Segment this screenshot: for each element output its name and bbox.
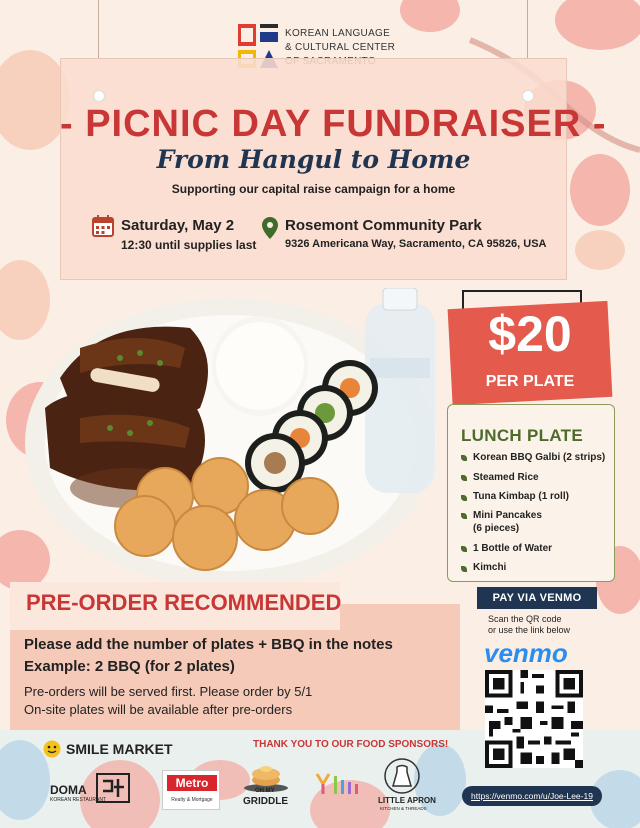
venmo-qr-code[interactable]	[485, 670, 583, 768]
menu-item-detail: (6 pieces)	[473, 523, 520, 534]
smiley-icon	[43, 740, 61, 758]
event-time: 12:30 until supplies last	[121, 238, 257, 252]
griddle-top-text: OH MY	[255, 788, 275, 794]
scan-instructions	[488, 614, 570, 636]
metro-logo	[162, 770, 220, 810]
leaf-bullet-icon	[461, 495, 467, 501]
menu-item: Tuna Kimbap (1 roll)	[473, 491, 569, 502]
little-apron-logo-icon	[384, 758, 420, 794]
organization-line-2: & CULTURAL CENTER	[285, 42, 396, 53]
menu-item: Mini Pancakes	[473, 510, 542, 521]
map-pin-icon	[262, 217, 278, 239]
menu-item: Steamed Rice	[473, 472, 539, 483]
leaf-bullet-icon	[461, 455, 467, 461]
metro-name: Metro	[167, 775, 217, 791]
event-tagline: Supporting our capital raise campaign for a home	[171, 182, 456, 196]
sponsors-thanks: THANK YOU TO OUR FOOD SPONSORS!	[253, 739, 449, 750]
organization-line-1: KOREAN LANGUAGE	[285, 28, 391, 39]
preorder-example: Example: 2 BBQ (for 2 plates)	[24, 658, 235, 675]
price-unit: PER PLATE	[485, 373, 575, 390]
venmo-link[interactable]: https://venmo.com/u/Joe-Lee-19	[462, 786, 602, 806]
doma-logo-icon	[96, 773, 130, 803]
lunch-plate-photo	[20, 288, 450, 588]
event-title: - PICNIC DAY FUNDRAISER -	[60, 103, 607, 145]
leaf-bullet-icon	[461, 566, 467, 572]
preorder-instruction: Please add the number of plates + BBQ in the notes	[24, 636, 393, 653]
leaf-bullet-icon	[461, 475, 467, 481]
lunch-plate-title: LUNCH PLATE	[461, 426, 583, 445]
preorder-note: On-site plates will be available after pre-orders	[24, 702, 293, 717]
sponsor-smile-market: SMILE MARKET	[66, 741, 173, 757]
menu-item: 1 Bottle of Water	[473, 543, 553, 554]
leaf-bullet-icon	[461, 513, 467, 519]
pin-icon	[93, 90, 105, 102]
sponsor-oh-my-griddle: GRIDDLE	[243, 796, 288, 807]
metro-subtitle: Realty & Mortgage	[171, 797, 213, 803]
preorder-note: Pre-orders will be served first. Please order by 5/1	[24, 684, 313, 699]
venmo-logo: venmo	[484, 638, 568, 668]
calendar-icon	[92, 215, 114, 237]
little-apron-subtitle: KITCHEN & THREADS	[380, 806, 427, 811]
event-subtitle: From Hangul to Home	[156, 145, 471, 174]
sponsor-doma-subtitle: KOREAN RESTAURANT	[50, 797, 107, 803]
pay-via-venmo-badge: PAY VIA VENMO	[477, 587, 597, 609]
sponsor-doma: DOMA	[50, 783, 87, 797]
hanging-string	[527, 0, 528, 58]
menu-item: Korean BBQ Galbi (2 strips)	[473, 452, 606, 463]
price-amount: $20	[488, 306, 572, 362]
scan-line-1: Scan the QR code	[488, 614, 562, 624]
leaf-bullet-icon	[461, 546, 467, 552]
pin-icon	[522, 90, 534, 102]
colorful-sponsor-logo	[313, 770, 369, 798]
hanging-string	[98, 0, 99, 58]
sponsor-little-apron: LITTLE APRON	[378, 796, 436, 805]
preorder-title: PRE-ORDER RECOMMENDED	[26, 590, 342, 615]
event-address: 9326 Americana Way, Sacramento, CA 95826, USA	[285, 238, 547, 250]
event-date: Saturday, May 2	[121, 217, 235, 234]
menu-item: Kimchi	[473, 562, 507, 573]
event-venue: Rosemont Community Park	[285, 217, 482, 234]
scan-line-2: or use the link below	[488, 625, 571, 635]
